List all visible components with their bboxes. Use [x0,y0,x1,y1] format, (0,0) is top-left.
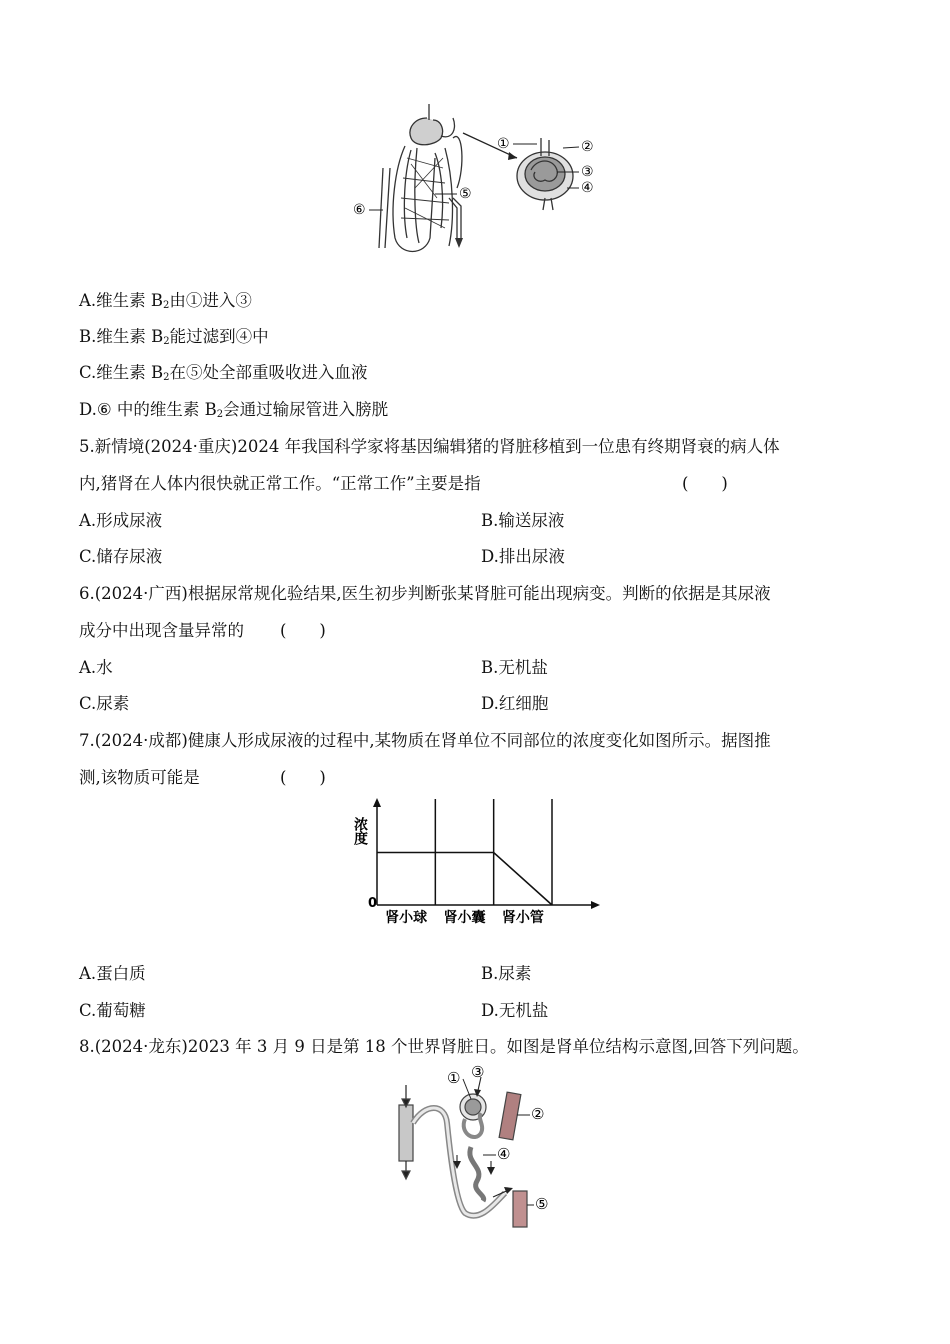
q5-stem-line1: 5.新情境(2024·重庆)2024 年我国科学家将基因编辑猪的肾脏移植到一位患有终期肾衰的病人体 [79,437,780,456]
q5-option-c: C.储存尿液 [79,547,163,566]
fig1-label-6: ⑥ [353,202,366,218]
q7-answer-paren: ( ) [280,768,326,787]
q5-option-a: A.形成尿液 [79,511,163,530]
nephron-figure-2 [385,1063,565,1233]
q6-answer-paren: ( ) [280,621,326,640]
q4-option-b: B.维生素 $B_2$能过滤到④中 [79,327,269,347]
nephron-figure-1 [345,98,605,260]
q5-stem-line2: 内,猪肾在人体内很快就正常工作。“正常工作”主要是指 [79,474,481,493]
chart-y-label: 浓度 [352,817,368,845]
q5-option-d: D.排出尿液 [481,547,565,566]
q4-option-c: C.维生素 $B_2$在⑤处全部重吸收进入血液 [79,363,368,383]
q7-option-b: B.尿素 [481,964,532,983]
q6-option-d: D.红细胞 [481,694,549,713]
fig1-label-2: ② [581,139,594,155]
q7-option-c: C.葡萄糖 [79,1001,146,1020]
q7-option-d: D.无机盐 [481,1001,549,1020]
q4-option-a: A.维生素 $B_2$由①进入③ [79,291,252,311]
q6-option-b: B.无机盐 [481,658,548,677]
fig2-label-1: ① [447,1069,461,1087]
chart-series-line [377,853,552,906]
chart-category-label: 肾小管 [501,910,544,926]
q6-option-c: C.尿素 [79,694,130,713]
chart-axes [373,798,600,909]
q5-answer-paren: ( ) [682,474,728,493]
q7-stem-line2: 测,该物质可能是 [79,768,200,787]
fig1-label-1: ① [497,136,510,152]
q8-stem-line1: 8.(2024·龙东)2023 年 3 月 9 日是第 18 个世界肾脏日。如图是肾单位结构示意图,回答下列问题。 [79,1037,809,1056]
fig1-label-5: ⑤ [459,186,472,202]
fig1-label-3: ③ [581,164,594,180]
chart-category-labels [385,909,544,926]
chart-category-label: 肾小囊 [443,910,486,926]
q7-option-a: A.蛋白质 [79,964,146,983]
fig2-label-4: ④ [497,1145,511,1163]
fig2-label-3: ③ [471,1063,485,1081]
q6-stem-line2: 成分中出现含量异常的 [79,621,244,640]
chart-category-label: 肾小球 [385,910,428,926]
q6-stem-line1: 6.(2024·广西)根据尿常规化验结果,医生初步判断张某肾脏可能出现病变。判断的依据是其尿液 [79,584,771,603]
q4-option-d: D.⑥ 中的维生素 $B_2$会通过输尿管进入膀胱 [79,400,389,420]
concentration-chart [350,795,605,930]
fig2-label-2: ② [531,1105,545,1123]
fig1-label-4: ④ [581,180,594,196]
q5-option-b: B.输送尿液 [481,511,565,530]
chart-origin-label: 0 [368,896,378,911]
q7-stem-line1: 7.(2024·成都)健康人形成尿液的过程中,某物质在肾单位不同部位的浓度变化如图所示。据图推 [79,731,771,750]
q6-option-a: A.水 [79,658,113,677]
fig2-label-5: ⑤ [535,1195,549,1213]
